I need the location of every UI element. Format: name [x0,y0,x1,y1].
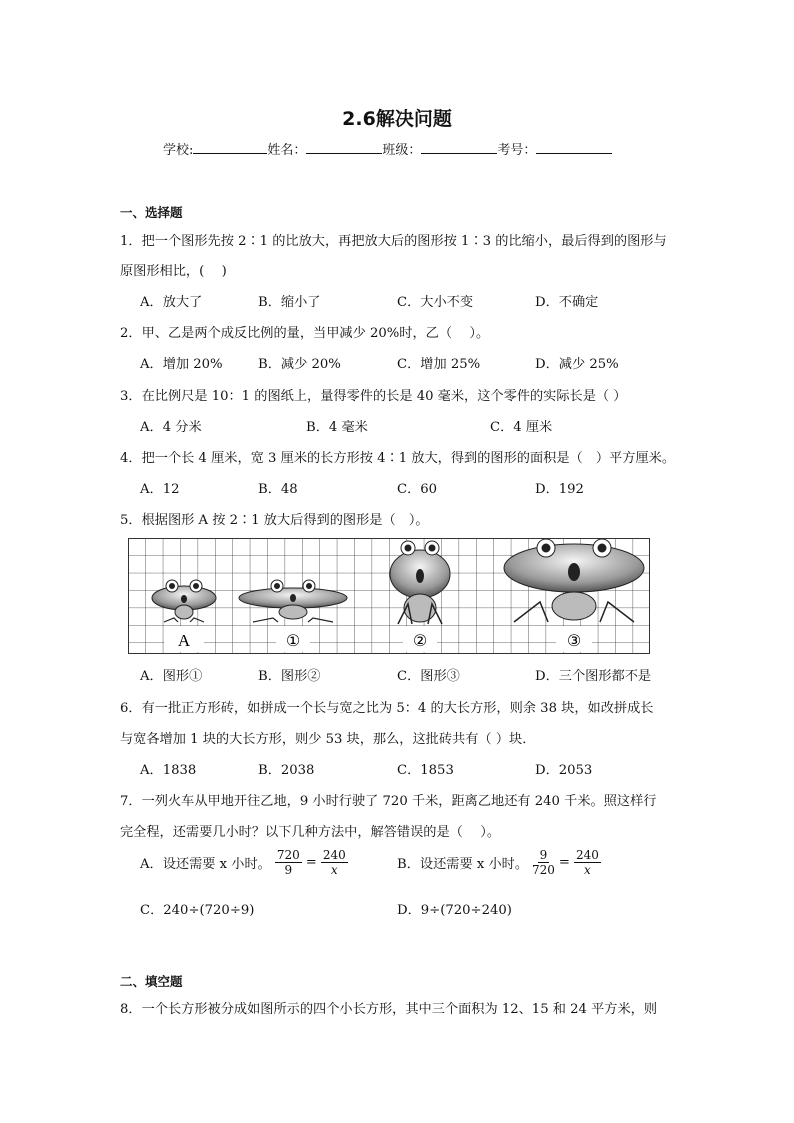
q7-b-fraction-1 [532,848,555,877]
name-blank[interactable] [306,139,382,154]
q7-option-b[interactable] [397,848,601,877]
section-fill-heading: 二、填空题 [120,974,183,989]
class-blank[interactable] [421,139,497,154]
q3-option-c[interactable]: C．4 厘米 [490,420,553,435]
q2-text: 2．甲、乙是两个成反比例的量，当甲减少 20%时，乙（ ）。 [120,326,490,341]
q1-option-d[interactable]: D．不确定 [535,295,599,310]
student-info-line [163,139,612,158]
label-1: ① [285,631,301,650]
exam-no-blank[interactable] [536,139,612,154]
q3-text: 3．在比例尺是 10：1 的图纸上，量得零件的长是 40 毫米，这个零件的实际长是（ ） [120,389,627,404]
q7-a-f2-den: x [330,863,338,877]
q7-a-fraction-2 [321,848,348,877]
q6-text-line2: 与宽各增加 1 块的大长方形，则少 53 块，那么，这批砖共有（ ）块． [120,732,536,747]
q2-option-d[interactable]: D．减少 25% [535,357,619,372]
q4-text: 4．把一个长 4 厘米，宽 3 厘米的长方形按 4∶1 放大，得到的图形的面积是（ ）平方厘米。 [120,451,676,466]
q1-option-c[interactable]: C．大小不变 [397,295,474,310]
q5-option-d[interactable]: D．三个图形都不是 [535,669,652,684]
q1-option-a[interactable]: A．放大了 [140,295,203,310]
q8-text-line1: 8．一个长方形被分成如图所示的四个小长方形，其中三个面积为 12、15 和 24 平方米，则 [120,1002,658,1017]
q7-b-f2-den: x [584,863,591,877]
q6-option-d[interactable]: D．2053 [535,763,593,778]
q7-option-d[interactable]: D．9÷(720÷240) [397,903,512,918]
page-title: 2.6解决问题 [342,108,452,130]
q6-option-b[interactable]: B．2038 [258,763,315,778]
q7-b-f2-num: 240 [575,848,599,862]
q4-option-b[interactable]: B．48 [258,482,298,497]
class-label: 班级： [382,143,422,158]
q7-b-fraction-2 [574,848,601,877]
label-a: A [177,631,191,650]
q7-b-f1-num: 9 [539,848,548,862]
q7-option-c[interactable]: C．240÷(720÷9) [140,903,255,918]
q4-option-d[interactable]: D．192 [535,482,584,497]
q7-a-equals: = [305,855,317,870]
school-blank[interactable] [193,139,267,154]
q1-text-line2: 原图形相比，( ) [120,264,227,279]
q7-a-f1-den: 9 [284,863,293,877]
q5-option-c[interactable]: C．图形③ [397,669,460,684]
q7-text-line2: 完全程，还需要几小时？以下几种方法中，解答错误的是（ ）。 [120,825,501,840]
q6-text-line1: 6．有一批正方形砖，如拼成一个长与宽之比为 5：4 的大长方形，则余 38 块，如改拼成长 [120,701,654,716]
q6-option-a[interactable]: A．1838 [140,763,197,778]
q7-b-text: B．设还需要 x 小时。 [397,857,529,872]
q4-option-c[interactable]: C．60 [397,482,438,497]
q7-b-equals: = [558,855,570,870]
q3-option-a[interactable]: A．4 分米 [140,420,202,435]
section-choice-heading: 一、选择题 [120,205,183,220]
q5-option-b[interactable]: B．图形② [258,669,321,684]
q7-a-f1-num: 720 [276,848,300,862]
q7-b-f1-den: 720 [532,863,555,877]
q2-option-c[interactable]: C．增加 25% [397,357,481,372]
q6-option-c[interactable]: C．1853 [397,763,454,778]
label-3: ③ [566,631,582,650]
name-label: 姓名： [267,143,307,158]
q7-option-a[interactable] [140,848,348,877]
frog-grid-figure [128,538,650,654]
q7-a-f2-num: 240 [322,848,346,862]
q1-option-b[interactable]: B．缩小了 [258,295,321,310]
q2-option-a[interactable]: A．增加 20% [140,357,223,372]
q5-option-a[interactable]: A．图形① [140,669,203,684]
school-label: 学校: [163,143,194,158]
q4-option-a[interactable]: A．12 [140,482,180,497]
q7-a-text: A．设还需要 x 小时。 [140,857,271,872]
q2-option-b[interactable]: B．减少 20% [258,357,341,372]
q5-text: 5．根据图形 A 按 2∶1 放大后得到的图形是（ ）。 [120,513,429,528]
q7-text-line1: 7．一列火车从甲地开往乙地，9 小时行驶了 720 千米，距离乙地还有 240 千米。照这样行 [120,794,657,809]
q3-option-b[interactable]: B．4 毫米 [306,420,368,435]
label-2: ② [412,631,428,650]
q1-text-line1: 1．把一个图形先按 2∶1 的比放大，再把放大后的图形按 1∶3 的比缩小，最后得到的图形与 [120,234,667,249]
q7-a-fraction-1 [275,848,302,877]
exam-no-label: 考号： [497,143,537,158]
